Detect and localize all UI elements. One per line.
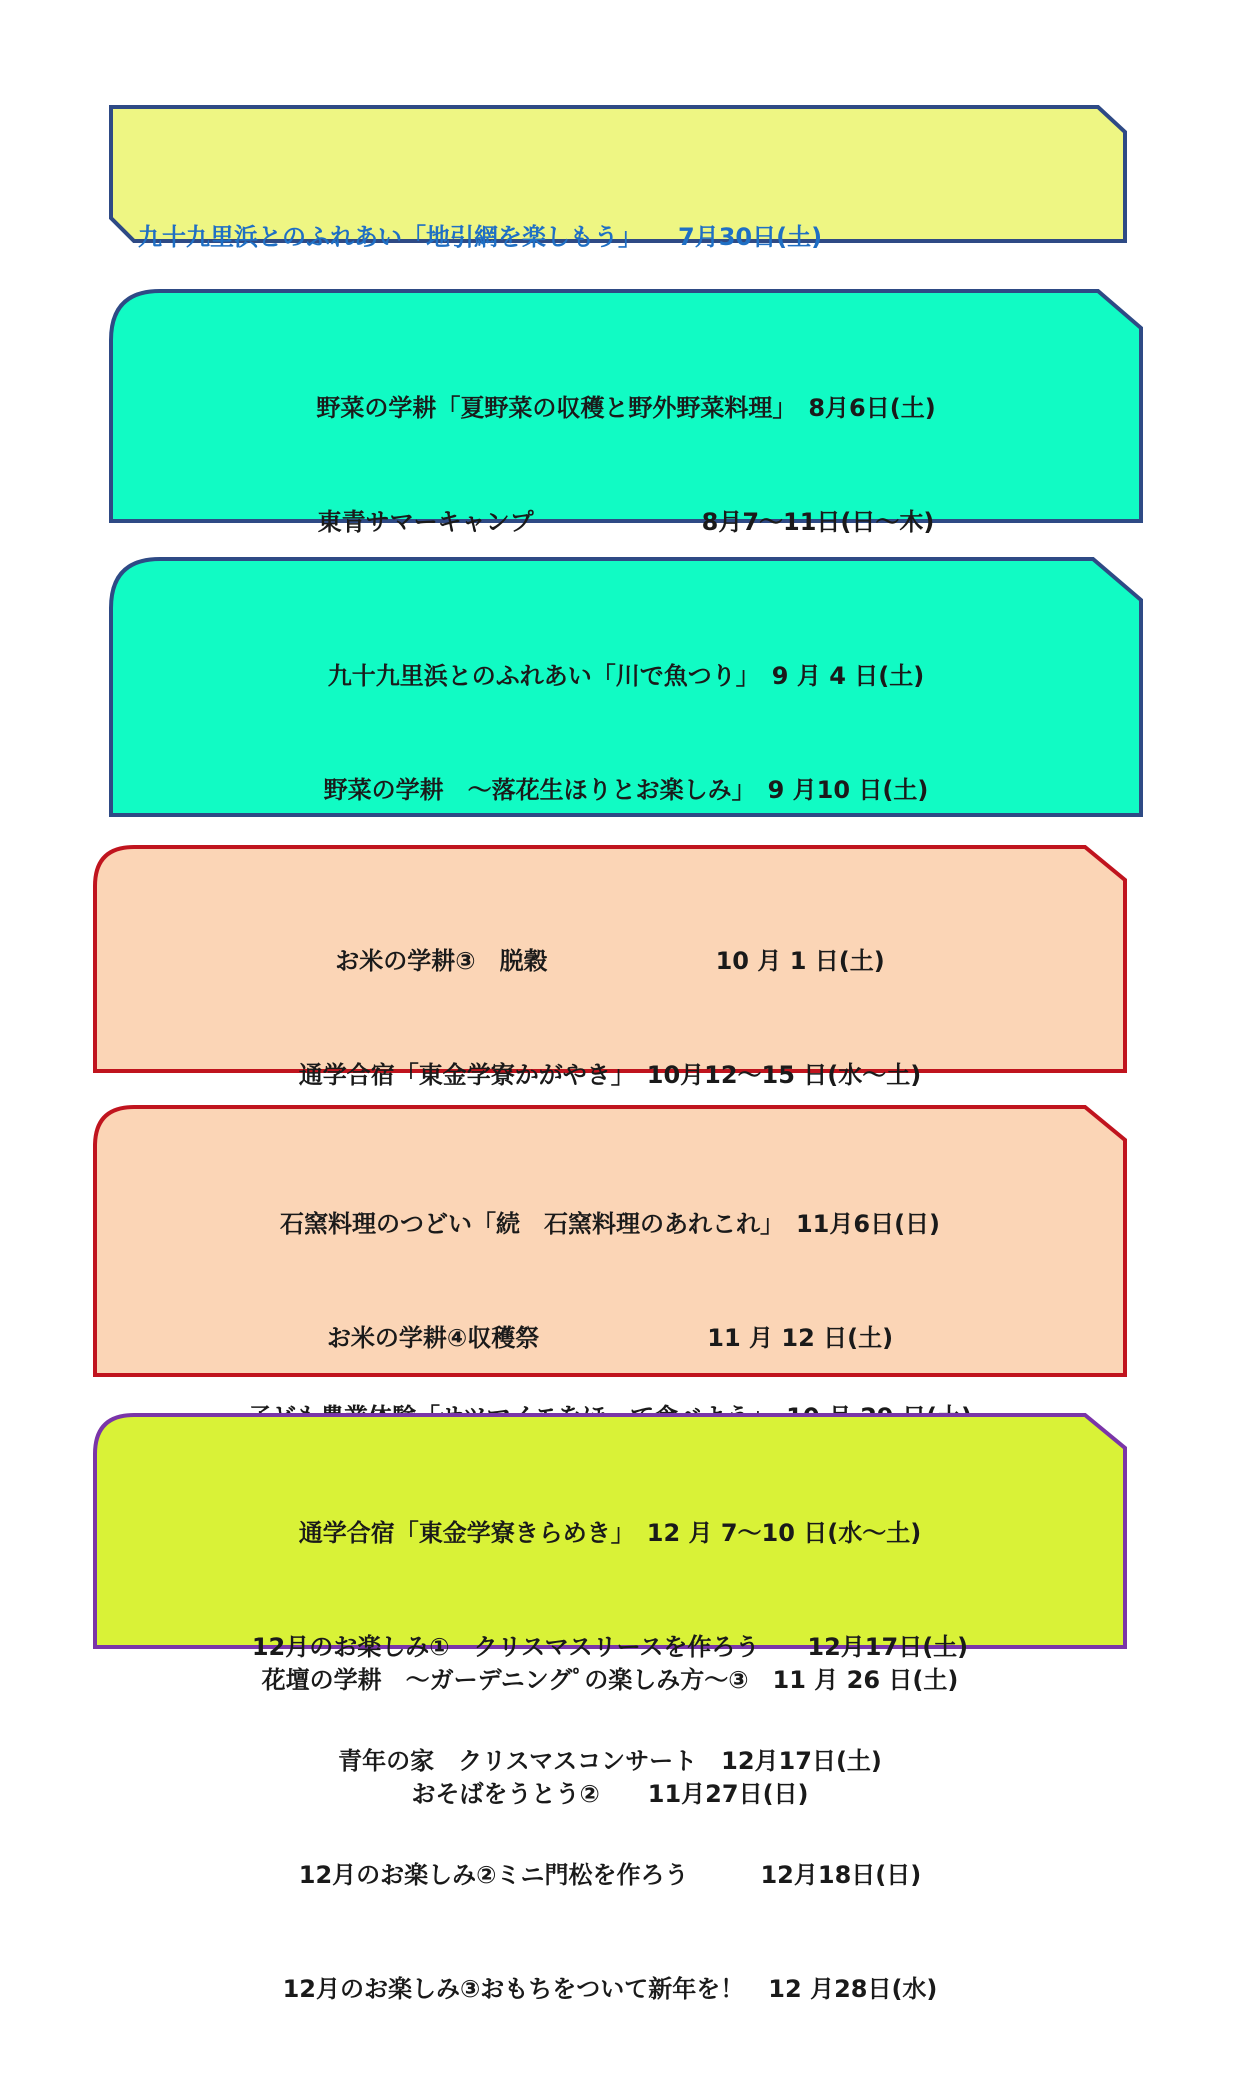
event-line: おそばをうとう② 11月27日(日) — [411, 1780, 809, 1808]
event-line: 九十九里浜とのふれあい「川で魚つり」 9 月 4 日(土) — [327, 662, 925, 690]
panel-september — [108, 556, 1144, 818]
event-line: 通学合宿「東金学寮きらめき」 12 月 7～10 日(水～土) — [298, 1519, 922, 1547]
event-line: 石窯料理のつどい「続 石窯料理のあれこれ」 11月6日(日) — [279, 1210, 941, 1238]
event-line: 花壇の学耕 ～ガーデニングﾟの楽しみ方～③ 11 月 26 日(土) — [261, 1666, 959, 1694]
panel-august — [108, 288, 1144, 536]
event-line: 九十九里浜とのふれあい「地引網を楽しもう」 7月30日(土) — [138, 223, 823, 251]
event-line: お米の学耕④収穫祭 11 月 12 日(土) — [326, 1324, 894, 1352]
event-line: 野菜の学耕 ～落花生ほりとお楽しみ」 9 月10 日(土) — [323, 776, 929, 804]
event-line: 12月のお楽しみ③おもちをついて新年を！ 12 月28日(水) — [282, 1975, 938, 2003]
event-line: 野菜の学耕「夏野菜の収穫と野外野菜料理」 8月6日(土) — [316, 394, 936, 422]
panel-october — [92, 844, 1128, 1089]
event-line: 12月のお楽しみ① クリスマスリースを作ろう 12月17日(土) — [251, 1633, 969, 1661]
event-line: お米の学耕③ 脱穀 10 月 1 日(土) — [335, 947, 885, 975]
event-line: 青年の家 クリスマスコンサート 12月17日(土) — [338, 1747, 882, 1775]
event-line: 通学合宿「東金学寮かがやき」 10月12～15 日(水～土) — [298, 1061, 922, 1089]
event-line: 12月のお楽しみ②ミニ門松を作ろう 12月18日(日) — [298, 1861, 922, 1889]
panel-july — [108, 104, 1128, 251]
event-line: 東青サマーキャンプ 8月7～11日(日～木) — [317, 508, 935, 536]
